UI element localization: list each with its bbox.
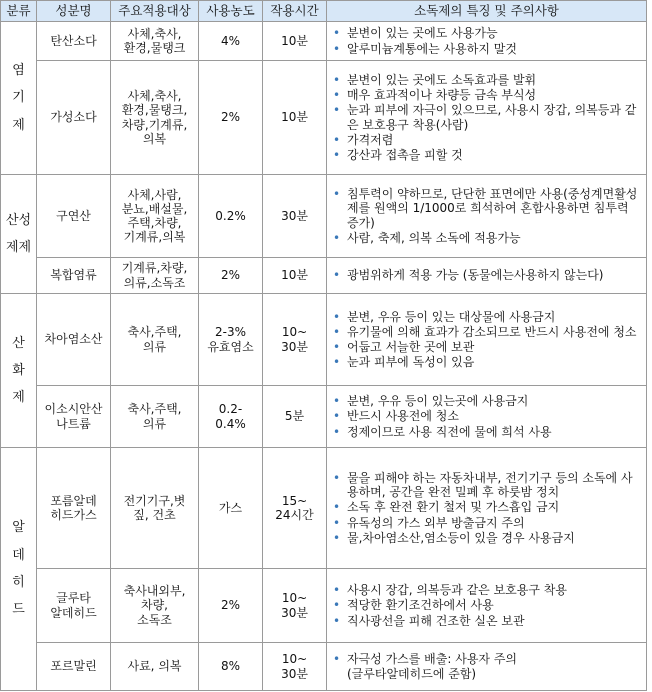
note-item: • 사용시 장갑, 의복등과 같은 보호용구 착용 [331, 583, 642, 597]
notes-list [331, 187, 642, 245]
header-category: 분류 [1, 1, 37, 22]
targets-cell: 축사,주택, 의류 [111, 386, 199, 448]
notes-cell [327, 22, 647, 61]
note-item: • 직사광선을 피해 건조한 실온 보관 [331, 614, 642, 628]
time-cell: 30분 [263, 175, 327, 258]
note-item: • 반드시 사용전에 청소 [331, 409, 642, 423]
header-concentration: 사용농도 [199, 1, 263, 22]
notes-cell [327, 294, 647, 386]
notes-cell [327, 175, 647, 258]
ingredient-cell: 차아염소산 [37, 294, 111, 386]
notes-cell [327, 61, 647, 175]
time-cell: 10~ 30분 [263, 643, 327, 691]
category-cell [1, 22, 37, 175]
notes-cell [327, 258, 647, 294]
time-cell: 10~ 30분 [263, 294, 327, 386]
concentration-cell: 0.2% [199, 175, 263, 258]
time-cell: 10분 [263, 61, 327, 175]
targets-cell: 기계류,차량, 의류,소독조 [111, 258, 199, 294]
note-item: • 어둡고 서늘한 곳에 보관 [331, 340, 642, 354]
concentration-cell: 2-3% 유효염소 [199, 294, 263, 386]
notes-cell [327, 643, 647, 691]
note-item: • 유독성의 가스 외부 방출금지 주의 [331, 516, 642, 530]
note-item: • 적당한 환기조건하에서 사용 [331, 598, 642, 612]
concentration-cell: 2% [199, 569, 263, 643]
note-item: • 물,차아염소산,염소등이 있을 경우 사용금지 [331, 531, 642, 545]
note-item: • 유기물에 의해 효과가 감소되므로 반드시 사용전에 청소 [331, 325, 642, 339]
ingredient-cell: 탄산소다 [37, 22, 111, 61]
header-ingredient: 성분명 [37, 1, 111, 22]
header-targets: 주요적용대상 [111, 1, 199, 22]
note-item: • 분변이 있는 곳에도 소독효과를 발휘 [331, 73, 642, 87]
targets-cell: 전기기구,볏 짚, 건초 [111, 448, 199, 569]
category-label: 알 데 히 드 [12, 520, 25, 618]
note-item: • 분변, 우유 등이 있는곳에 사용금지 [331, 394, 642, 408]
note-item: • 소독 후 완전 환기 철저 및 가스흡입 금지 [331, 500, 642, 514]
notes-list [331, 73, 642, 162]
note-item: • 눈과 피부에 자극이 있으므로, 사용시 장갑, 의복등과 같은 보호용구 착용(사람) [331, 103, 642, 131]
time-cell: 5분 [263, 386, 327, 448]
time-cell: 15~ 24시간 [263, 448, 327, 569]
note-item: • 알루미늄계통에는 사용하지 말것 [331, 42, 642, 56]
notes-cell [327, 448, 647, 569]
targets-cell: 사체,사람, 분뇨,배설물, 주택,차량, 기계류,의복 [111, 175, 199, 258]
concentration-cell: 0.2- 0.4% [199, 386, 263, 448]
table-row [1, 258, 647, 294]
table-row [1, 569, 647, 643]
notes-cell [327, 386, 647, 448]
ingredient-cell: 가성소다 [37, 61, 111, 175]
category-cell [1, 175, 37, 294]
notes-list [331, 268, 642, 282]
notes-list [331, 310, 642, 370]
concentration-cell: 8% [199, 643, 263, 691]
time-cell: 10분 [263, 258, 327, 294]
note-item: • 침투력이 약하므로, 단단한 표면에만 사용(중성계면활성제를 원액의 1/1000로 희석하여 혼합사용하면 침투력 증가) [331, 187, 642, 229]
note-item: • 가격저렴 [331, 133, 642, 147]
category-label: 산 화 제 [12, 335, 25, 406]
ingredient-cell: 포름알데 히드가스 [37, 448, 111, 569]
note-item: • 정제이므로 사용 직전에 물에 희석 사용 [331, 425, 642, 439]
targets-cell: 사체,축사, 환경,물탱크, 차량,기계류, 의복 [111, 61, 199, 175]
table-row [1, 643, 647, 691]
header-row [1, 1, 647, 22]
category-label: 염 기 제 [12, 63, 25, 133]
note-item: • 사람, 축제, 의복 소독에 적용가능 [331, 231, 642, 245]
header-notes: 소독제의 특징 및 주의사항 [327, 1, 647, 22]
targets-cell: 축사내외부, 차량, 소독조 [111, 569, 199, 643]
ingredient-cell: 구연산 [37, 175, 111, 258]
category-cell [1, 448, 37, 691]
note-item: • 분변, 우유 등이 있는 대상물에 사용금지 [331, 310, 642, 324]
table-row [1, 22, 647, 61]
notes-list [331, 652, 642, 680]
table-row [1, 294, 647, 386]
note-item: • 강산과 접촉을 피할 것 [331, 148, 642, 162]
notes-list [331, 583, 642, 627]
notes-list [331, 26, 642, 55]
table-row [1, 448, 647, 569]
note-item: • 물을 피해야 하는 자동차내부, 전기기구 등의 소독에 사용하며, 공간을 완전 밀폐 후 하룻밤 정치 [331, 471, 642, 499]
ingredient-cell: 포르말린 [37, 643, 111, 691]
note-item: • 매우 효과적이나 차량등 금속 부식성 [331, 88, 642, 102]
table-row [1, 175, 647, 258]
notes-list [331, 394, 642, 438]
targets-cell: 축사,주택, 의류 [111, 294, 199, 386]
note-item: • 자극성 가스를 배출: 사용자 주의 (글루타알데히드에 준함) [331, 652, 642, 680]
note-item: • 광범위하게 적용 가능 (동물에는사용하지 않는다) [331, 268, 642, 282]
ingredient-cell: 복합염류 [37, 258, 111, 294]
note-item: • 눈과 피부에 독성이 있음 [331, 355, 642, 369]
category-label: 산성 제제 [5, 212, 32, 255]
targets-cell: 사체,축사, 환경,물탱크 [111, 22, 199, 61]
ingredient-cell: 글루타 알데히드 [37, 569, 111, 643]
concentration-cell: 2% [199, 258, 263, 294]
table-row [1, 61, 647, 175]
note-item: • 분변이 있는 곳에도 사용가능 [331, 26, 642, 40]
time-cell: 10~ 30분 [263, 569, 327, 643]
table-row [1, 386, 647, 448]
concentration-cell: 4% [199, 22, 263, 61]
ingredient-cell: 이소시안산 나트륨 [37, 386, 111, 448]
concentration-cell: 2% [199, 61, 263, 175]
time-cell: 10분 [263, 22, 327, 61]
concentration-cell: 가스 [199, 448, 263, 569]
targets-cell: 사료, 의복 [111, 643, 199, 691]
category-cell [1, 294, 37, 448]
header-time: 작용시간 [263, 1, 327, 22]
notes-cell [327, 569, 647, 643]
notes-list [331, 471, 642, 545]
